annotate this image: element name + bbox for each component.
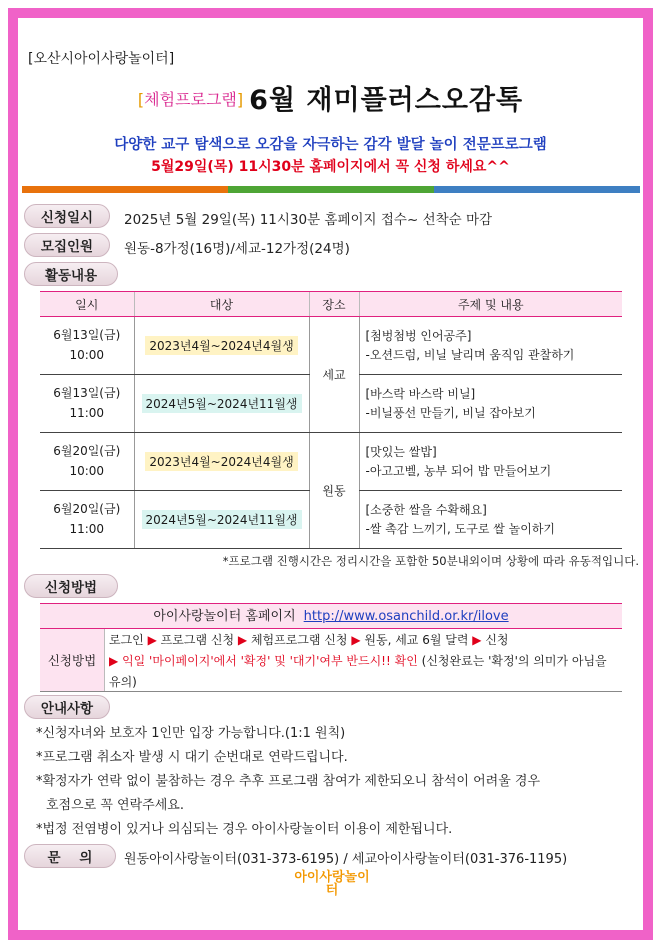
guide-item: *확정자가 연락 없이 불참하는 경우 추후 프로그램 참여가 제한되오니 참석이 어려울 경우: [36, 774, 541, 789]
confirm-warning: 익일 '마이페이지'에서 '확정' 및 '대기'여부 반드시!! 확인: [122, 654, 418, 668]
arrow-icon: ▶: [472, 633, 482, 647]
row-target: 2024년5월~2024년11월생: [142, 394, 302, 413]
row-target: 2023년4월~2024년4월생: [145, 336, 297, 355]
table-row: [40, 433, 622, 491]
apply-method-label: 신청방법: [24, 574, 118, 598]
row-topic-desc: -쌀 촉감 느끼기, 도구로 쌀 놀이하기: [365, 521, 556, 536]
apply-site-row: [40, 604, 622, 629]
confirm-note: (신청완료는 '확정'의 의미가 아님을 유의): [109, 654, 607, 689]
apply-method-box: [40, 603, 622, 691]
row-topic-desc: -아고고벨, 농부 되어 밥 만들어보기: [365, 463, 552, 478]
row-topic-desc: -비닐풍선 만들기, 비닐 잡아보기: [365, 405, 536, 420]
row-date: 6월20일(금): [53, 444, 121, 459]
place-cell: 세교: [309, 317, 359, 433]
table-row: [40, 317, 622, 375]
row-topic-desc: -오션드럼, 비닐 날리며 움직임 관찰하기: [365, 347, 575, 362]
guide-label: 안내사항: [24, 695, 110, 719]
row-target: 2023년4월~2024년4월생: [145, 452, 297, 471]
schedule-table: [40, 291, 622, 549]
row-topic-title: [맛있는 쌀밥]: [365, 444, 437, 459]
arrow-icon: ▶: [147, 633, 157, 647]
program-title: 6월 재미플러스오감톡: [249, 85, 524, 116]
header-topic: 주제 및 내용: [359, 292, 622, 317]
arrow-icon: ▶: [109, 654, 119, 668]
guide-item: *법정 전염병이 있거나 의심되는 경우 아이사랑놀이터 이용이 제한됩니다.: [36, 822, 453, 837]
header-date: 일시: [40, 292, 134, 317]
recruit-value: 원동-8가정(16명)/세교-12가정(24명): [124, 241, 350, 257]
apply-date-value: 2025년 5월 29일(목) 11시30분 홈페이지 접수~ 선착순 마감: [124, 212, 493, 228]
schedule-note: *프로그램 진행시간은 정리시간을 포함한 50분내외이며 상황에 따라 유동적입니다.: [222, 554, 639, 568]
row-target: 2024년5월~2024년11월생: [142, 510, 302, 529]
row-topic-title: [첨벙첨벙 인어공주]: [365, 328, 472, 343]
site-name: 아이사랑놀이터 홈페이지: [153, 609, 296, 624]
playground-logo: [294, 871, 370, 897]
row-time: 11:00: [69, 405, 105, 420]
color-divider: [22, 186, 640, 193]
arrow-icon: ▶: [237, 633, 248, 647]
row-time: 10:00: [69, 347, 105, 362]
guide-item: *프로그램 취소자 발생 시 대기 순번대로 연락드립니다.: [36, 750, 348, 765]
program-type-tag: [체험프로그램]: [137, 90, 244, 109]
logo-text: 아이사랑놀이터: [294, 870, 370, 898]
guide-item: 호점으로 꼭 연락주세요.: [46, 798, 184, 813]
guide-item: *신청자녀와 보호자 1인만 입장 가능합니다.(1:1 원칙): [36, 726, 346, 741]
brand-label: [오산시아이사랑놀이터]: [28, 51, 175, 67]
apply-row-label: 신청방법: [40, 629, 105, 691]
apply-date-label: 신청일시: [24, 204, 110, 228]
row-date: 6월13일(금): [53, 328, 121, 343]
place-cell: 원동: [309, 433, 359, 549]
arrow-icon: ▶: [351, 633, 361, 647]
header-place: 장소: [309, 292, 359, 317]
homepage-link[interactable]: http://www.osanchild.or.kr/ilove: [303, 609, 509, 624]
contact-label: 문 의: [24, 844, 116, 868]
header-target: 대상: [134, 292, 309, 317]
apply-steps: 로그인 ▶ 프로그램 신청 ▶ 체험프로그램 신청 ▶ 원동, 세교 6월 달력 ▶ 신청 ▶ 익일 '마이페이지'에서 '확정' 및 '대기'여부 반드시!! 확인 (신청완료는 '확정'의 의미가 아님을 유의): [109, 633, 607, 689]
row-time: 11:00: [69, 521, 105, 536]
contact-value: 원동아이사랑놀이터(031-373-6195) / 세교아이사랑놀이터(031-376-1195): [124, 852, 568, 867]
row-date: 6월13일(금): [53, 386, 121, 401]
page-title: [0, 78, 661, 117]
row-topic-title: [소중한 쌀을 수확해요]: [365, 502, 487, 517]
deadline-notice: 5월29일(목) 11시30분 홈페이지에서 꼭 신청 하세요^^: [151, 159, 510, 175]
row-time: 10:00: [69, 463, 105, 478]
row-topic-title: [바스락 바스락 비닐]: [365, 386, 476, 401]
apply-steps-row: [40, 629, 622, 692]
row-date: 6월20일(금): [53, 502, 121, 517]
subtitle: 다양한 교구 탐색으로 오감을 자극하는 감각 발달 놀이 전문프로그램: [114, 137, 547, 153]
recruit-label: 모집인원: [24, 233, 110, 257]
activity-label: 활동내용: [24, 262, 118, 286]
